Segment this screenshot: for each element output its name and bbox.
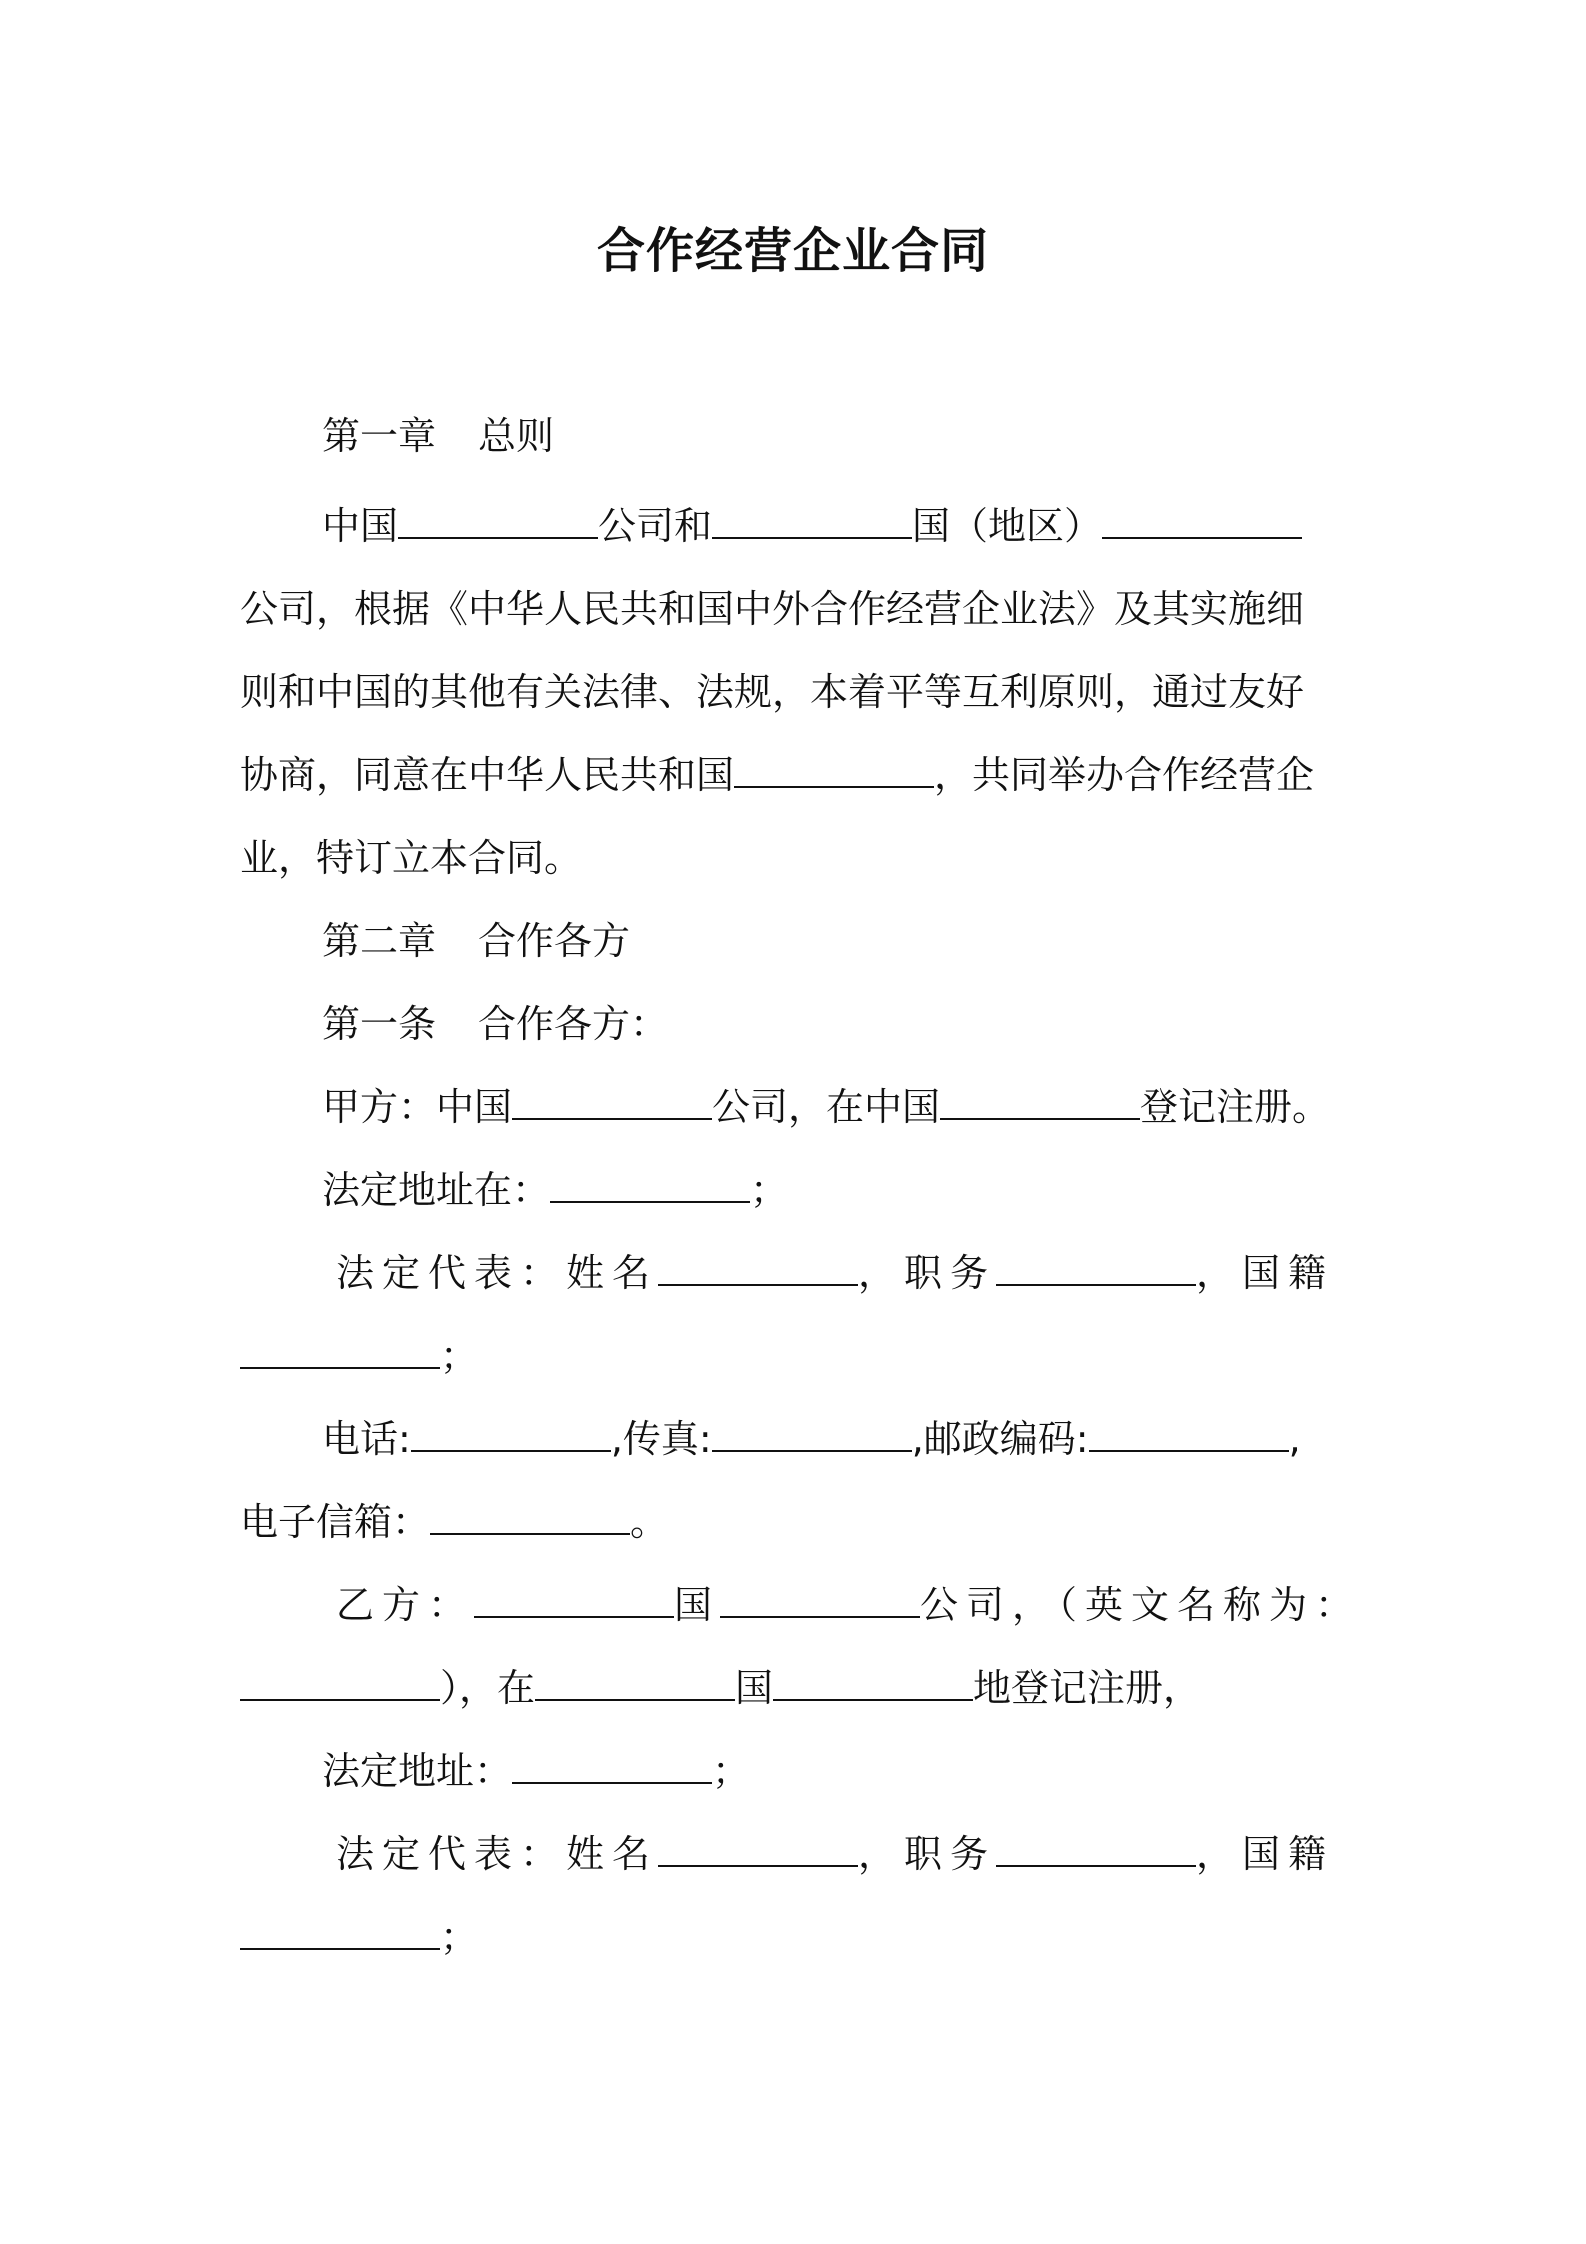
blank-field[interactable] (430, 1503, 630, 1535)
blank-field[interactable] (658, 1254, 858, 1286)
blank-field[interactable] (940, 1088, 1140, 1120)
party-a-representative: 法定代表：姓名 ，职务 ，国籍 (336, 1251, 1335, 1295)
blank-field[interactable] (996, 1254, 1196, 1286)
party-a-email: 电子信箱： 。 (240, 1500, 669, 1544)
ch1-paragraph-line-4: 协商，同意在中华人民共和国 ，共同举办合作经营企 (240, 753, 1315, 797)
blank-field[interactable] (550, 1171, 750, 1203)
chapter-2-heading (322, 917, 630, 965)
blank-field[interactable] (773, 1669, 973, 1701)
blank-field[interactable] (658, 1835, 858, 1867)
blank-field[interactable] (512, 1752, 712, 1784)
blank-field[interactable] (398, 507, 598, 539)
blank-field[interactable] (240, 1669, 440, 1701)
blank-field[interactable] (712, 1420, 912, 1452)
blank-field[interactable] (734, 756, 934, 788)
blank-field[interactable] (240, 1337, 440, 1369)
party-a-representative-cont: ； (240, 1332, 478, 1380)
party-b-line-1: 乙方： 国 公司，（英文名称为： (336, 1583, 1362, 1627)
blank-field[interactable] (411, 1420, 611, 1452)
blank-field[interactable] (1089, 1420, 1289, 1452)
chapter-2-title: 合作各方 (478, 919, 631, 963)
chapter-1-heading (322, 412, 554, 460)
blank-field[interactable] (712, 507, 912, 539)
chapter-1-title: 总则 (478, 414, 555, 458)
party-a-contact: 电话: ,传真: ,邮政编码: , (322, 1417, 1301, 1461)
blank-field[interactable] (535, 1669, 735, 1701)
party-b-representative-cont: ； (240, 1913, 478, 1961)
blank-field[interactable] (512, 1088, 712, 1120)
blank-field[interactable] (240, 1918, 440, 1950)
article-1-number: 第一条 (322, 1002, 437, 1046)
chapter-1-number: 第一章 (322, 414, 437, 458)
blank-field[interactable] (1102, 507, 1302, 539)
chapter-2-number: 第二章 (322, 919, 437, 963)
article-1-title: 合作各方： (478, 1002, 669, 1046)
party-b-representative: 法定代表：姓名 ，职务 ，国籍 (336, 1832, 1335, 1876)
ch1-paragraph-line-3: 则和中国的其他有关法律、法规，本着平等互利原则，通过友好 (240, 670, 1305, 714)
party-b-line-2: ），在 国 地登记注册， (240, 1664, 1201, 1712)
document-title: 合作经营企业合同 (596, 223, 989, 279)
party-a-line-1: 甲方：中国 公司，在中国 登记注册。 (322, 1085, 1331, 1129)
party-a-address: 法定地址在： ； (322, 1168, 789, 1212)
article-1-heading (322, 1000, 668, 1048)
blank-field[interactable] (996, 1835, 1196, 1867)
party-b-address: 法定地址： ； (322, 1749, 751, 1793)
ch1-paragraph-line-2: 公司，根据《中华人民共和国中外合作经营企业法》及其实施细 (240, 587, 1305, 631)
blank-field[interactable] (474, 1586, 674, 1618)
ch1-paragraph-line-1: 中国 公司和 国（地区） (322, 502, 1302, 550)
ch1-paragraph-line-5: 业，特订立本合同。 (240, 836, 583, 880)
blank-field[interactable] (720, 1586, 920, 1618)
